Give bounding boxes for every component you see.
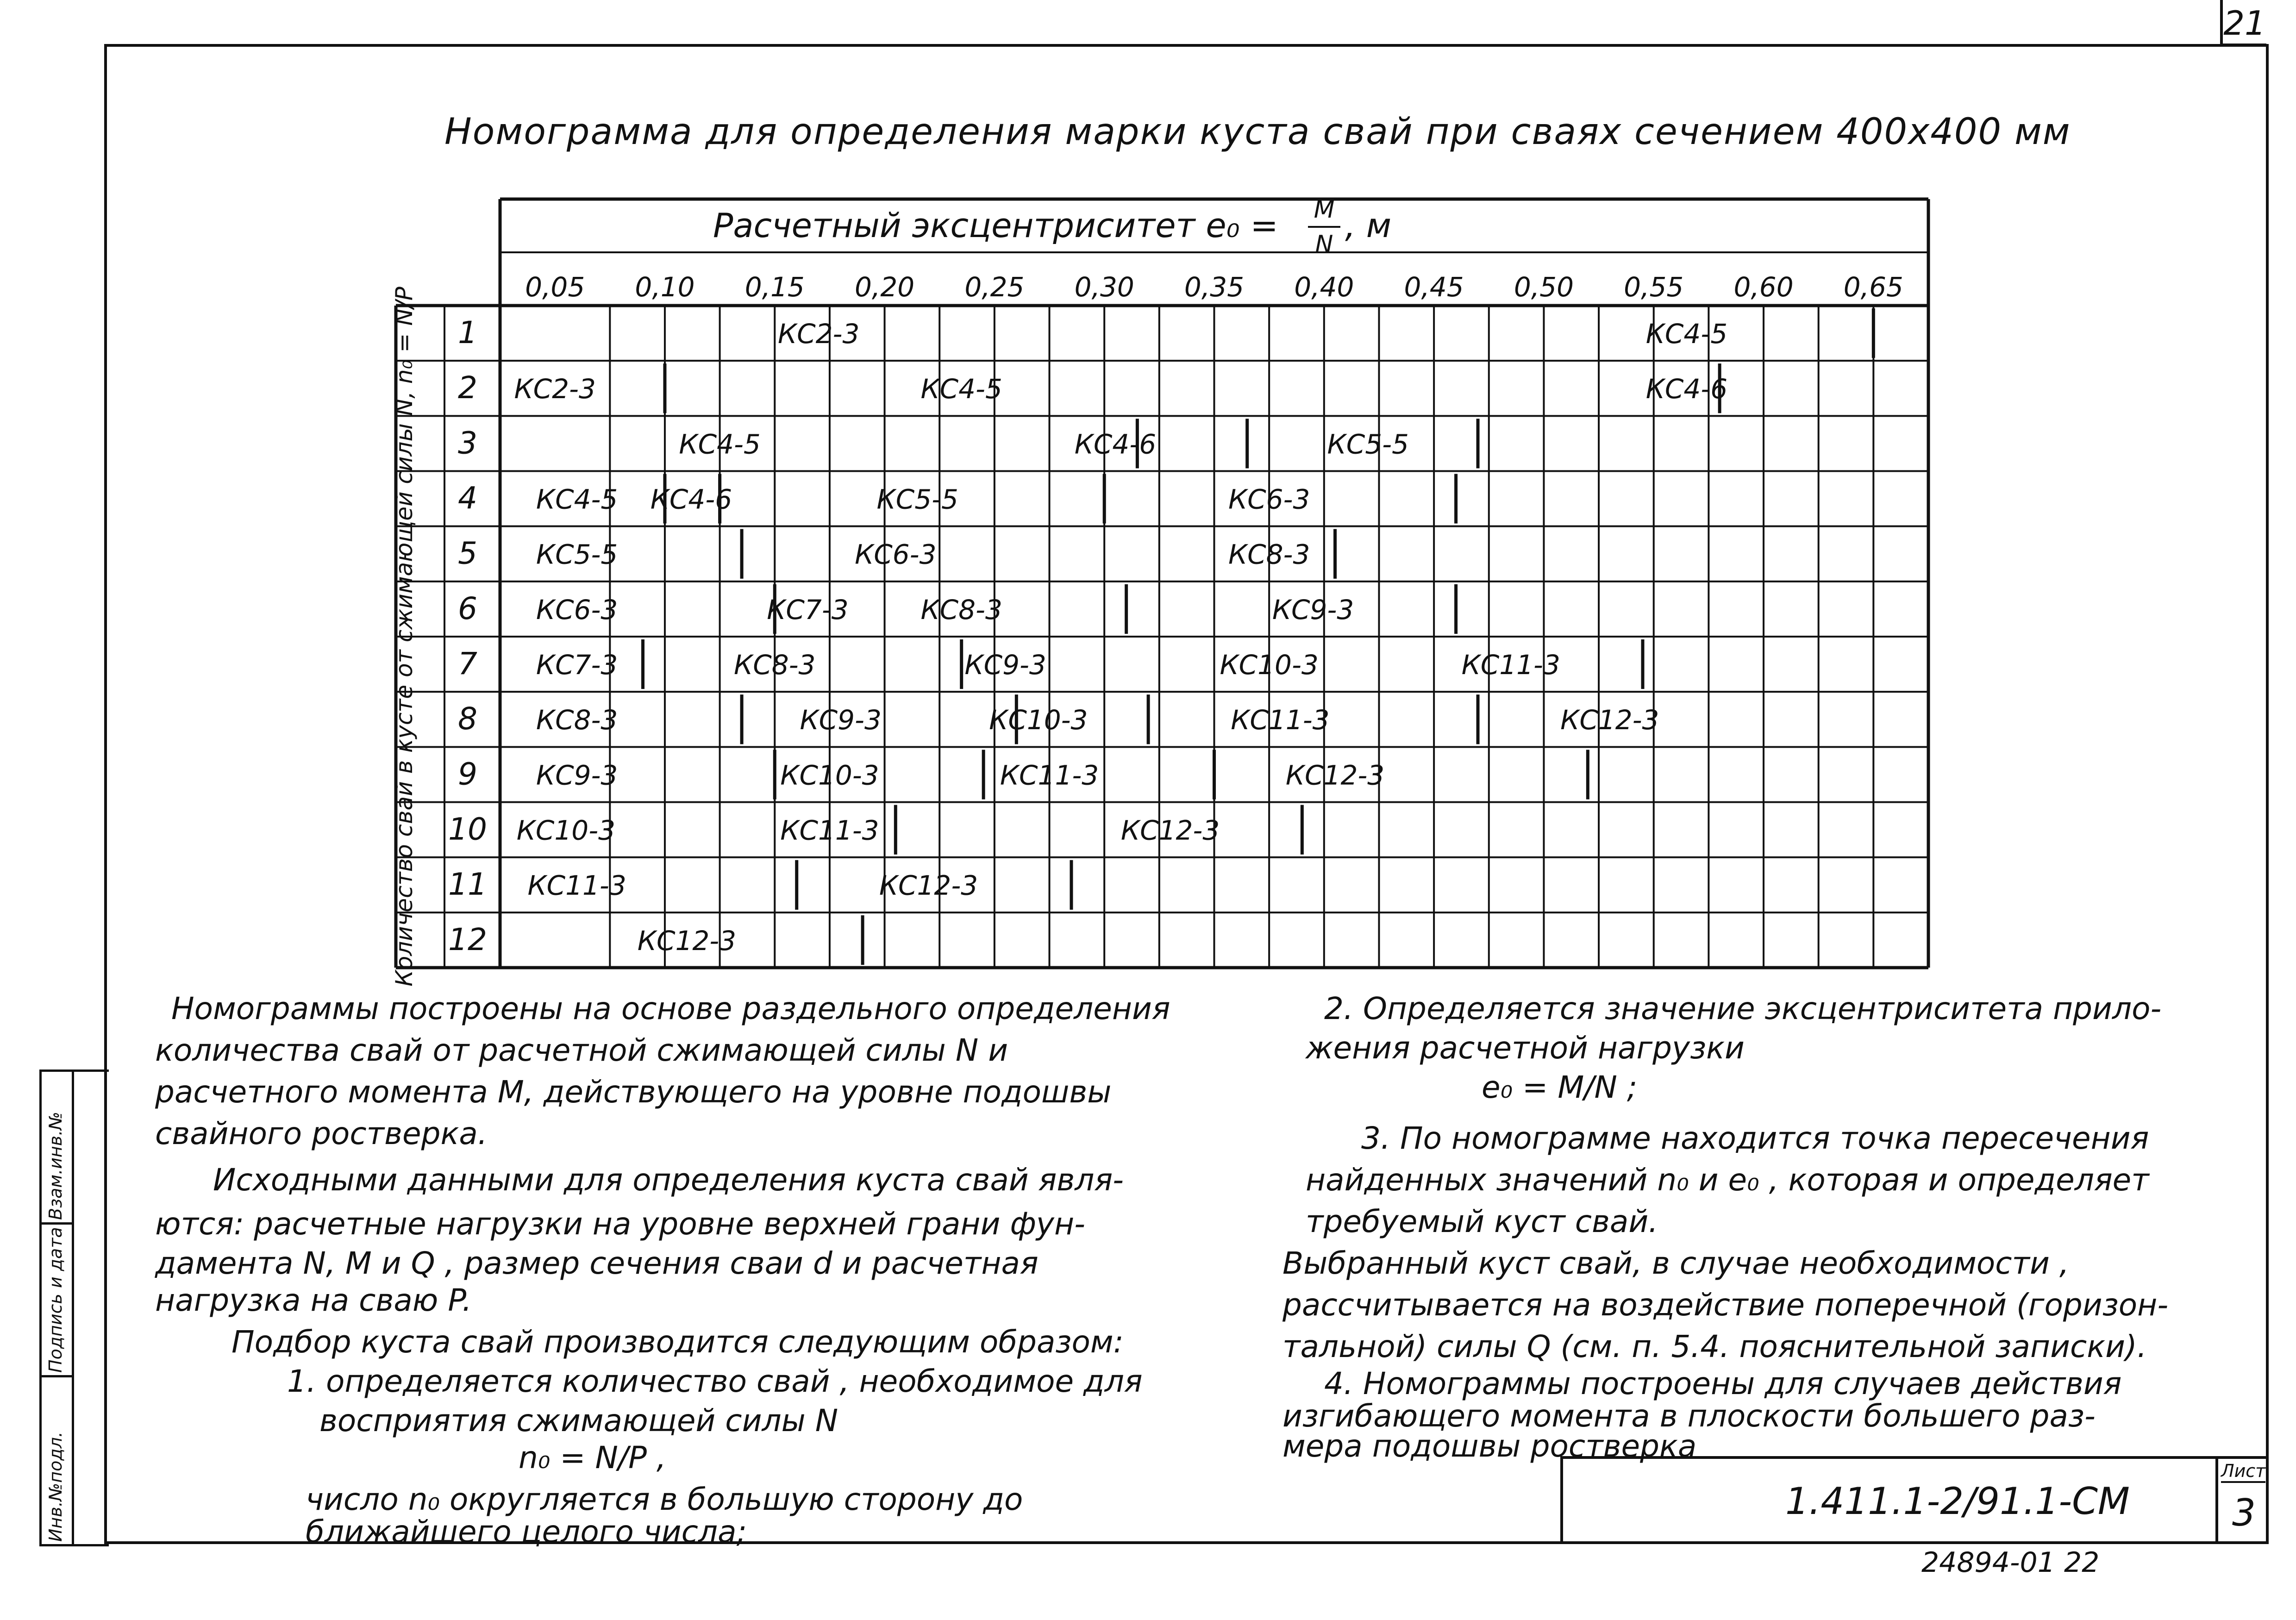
note-line: изгибающего момента в плоскости большего раз- <box>1283 1398 2096 1434</box>
x-tick-label: 0,60 <box>1733 271 1794 303</box>
page-title: Номограмма для определения марки куста свай при сваях сечением 400х400 мм <box>444 111 2071 153</box>
pile-cluster-mark: КС12-3 <box>1285 759 1385 791</box>
note-line: Исходными данными для определения куста свай явля- <box>213 1162 1124 1198</box>
pile-cluster-mark: КС7-3 <box>536 649 618 681</box>
strip-cell-original <box>42 1377 74 1546</box>
sheet-corner-number: 21 <box>2220 0 2266 46</box>
pile-cluster-mark: КС11-3 <box>1000 759 1099 791</box>
x-tick-label: 0,20 <box>855 271 915 303</box>
row-number: 11 <box>448 866 487 902</box>
pile-cluster-mark: КС12-3 <box>637 925 737 957</box>
note-line: ближайшего целого числа; <box>306 1514 747 1550</box>
row-number: 5 <box>458 535 477 571</box>
pile-cluster-mark: КС6-3 <box>1228 483 1310 515</box>
note-line: 2. Определяется значение эксцентриситета прило- <box>1324 991 2162 1026</box>
note-line: Номограммы построены на основе раздельного определения <box>171 991 1170 1026</box>
note-line: 3. По номограмме находится точка пересечения <box>1361 1120 2149 1156</box>
x-tick-label: 0,50 <box>1514 271 1574 303</box>
pile-cluster-mark: КС4-6 <box>1074 428 1157 460</box>
strip-cell-signature <box>42 1225 74 1377</box>
nomogram-labels <box>391 196 1903 987</box>
pile-cluster-mark: КС4-6 <box>650 483 732 515</box>
sheet-label: Лист <box>2221 1461 2265 1483</box>
document-code: 1.411.1-2/91.1-СМ <box>1785 1480 2130 1523</box>
archive-codes: 24894-01 22 <box>1921 1546 2100 1579</box>
x-tick-label: 0,55 <box>1624 271 1684 303</box>
pile-cluster-mark: КС7-3 <box>767 594 849 625</box>
pile-cluster-mark: КС8-3 <box>536 704 618 736</box>
row-number: 1 <box>458 315 477 351</box>
pile-cluster-mark: КС9-3 <box>536 759 618 791</box>
note-line: ются: расчетные нагрузки на уровне верхней грани фун- <box>155 1206 1085 1242</box>
title-block <box>1560 1456 2269 1544</box>
pile-cluster-mark: КС10-3 <box>780 759 879 791</box>
y-axis-label: Количество свай в кусте от сжимающей силы N, n₀ = N/P <box>391 287 418 987</box>
row-number: 3 <box>458 425 477 461</box>
header-fraction-numerator: M <box>1314 196 1335 224</box>
pile-cluster-mark: КС8-3 <box>734 649 816 681</box>
pile-cluster-mark: КС4-5 <box>1645 318 1728 350</box>
pile-cluster-mark: КС8-3 <box>920 594 1002 625</box>
note-line: мера подошвы ростверка <box>1283 1428 1697 1464</box>
pile-cluster-mark: КС12-3 <box>879 869 978 901</box>
sheet-number-box <box>2215 1459 2269 1544</box>
x-tick-label: 0,65 <box>1843 271 1903 303</box>
pile-cluster-mark: КС12-3 <box>1560 704 1659 736</box>
pile-cluster-mark: КС6-3 <box>536 594 618 625</box>
x-tick-label: 0,15 <box>744 271 805 303</box>
pile-cluster-mark: КС4-5 <box>679 428 761 460</box>
pile-cluster-mark: КС11-3 <box>527 869 626 901</box>
pile-cluster-mark: КС6-3 <box>855 538 937 570</box>
note-line: расчетного момента М, действующего на уровне подошвы <box>155 1074 1112 1110</box>
note-line: рассчитывается на воздействие поперечной (горизон- <box>1283 1287 2169 1323</box>
row-number: 8 <box>458 701 477 737</box>
note-line: количества свай от расчетной сжимающей силы N и <box>155 1032 1008 1068</box>
pile-cluster-mark: КС10-3 <box>516 814 616 846</box>
note-line: Подбор куста свай производится следующим образом: <box>231 1324 1124 1360</box>
pile-cluster-mark: КС4-5 <box>920 373 1002 405</box>
nomogram-grid <box>396 199 1928 968</box>
pile-cluster-mark: КС11-3 <box>780 814 879 846</box>
strip-label-replace: Взам.инв.№ <box>45 1112 66 1220</box>
note-line: жения расчетной нагрузки <box>1306 1030 1745 1066</box>
x-tick-label: 0,30 <box>1074 271 1134 303</box>
note-line: e₀ = M/N ; <box>1482 1070 1638 1105</box>
note-line: найденных значений n₀ и e₀ , которая и определяет <box>1306 1162 2149 1198</box>
x-tick-label: 0,45 <box>1404 271 1464 303</box>
x-tick-label: 0,05 <box>525 271 585 303</box>
pile-cluster-mark: КС5-5 <box>1327 428 1409 460</box>
approval-strip <box>39 1070 109 1546</box>
note-line: Выбранный куст свай, в случае необходимости , <box>1283 1245 2069 1281</box>
pile-cluster-mark: КС9-3 <box>964 649 1046 681</box>
pile-cluster-mark: КС9-3 <box>1272 594 1354 625</box>
note-line: тальной) силы Q (см. п. 5.4. пояснительной записки). <box>1283 1329 2147 1364</box>
row-number: 7 <box>458 646 477 682</box>
row-number: 12 <box>448 921 487 957</box>
note-line: дамента N, M и Q , размер сечения сваи d и расчетная <box>155 1245 1039 1281</box>
x-tick-label: 0,35 <box>1184 271 1245 303</box>
pile-cluster-mark: КС9-3 <box>800 704 882 736</box>
note-line: 4. Номограммы построены для случаев действия <box>1324 1366 2122 1401</box>
x-tick-label: 0,40 <box>1294 271 1354 303</box>
header-fraction-denominator: N <box>1315 231 1333 258</box>
pile-cluster-mark: КС11-3 <box>1461 649 1560 681</box>
note-line: 1. определяется количество свай , необходимое для <box>287 1364 1143 1399</box>
pile-cluster-mark: КС10-3 <box>989 704 1088 736</box>
row-number: 10 <box>448 811 487 847</box>
note-line: требуемый куст свай. <box>1306 1204 1658 1239</box>
pile-cluster-mark: КС2-3 <box>514 373 596 405</box>
pile-cluster-mark: КС8-3 <box>1228 538 1310 570</box>
x-tick-label: 0,10 <box>635 271 695 303</box>
sheet-number: 3 <box>2232 1491 2256 1534</box>
x-tick-label: 0,25 <box>964 271 1025 303</box>
pile-cluster-mark: КС4-5 <box>536 483 618 515</box>
row-number: 2 <box>458 370 477 406</box>
strip-cell-replace <box>42 1072 74 1225</box>
pile-cluster-mark: КС4-6 <box>1645 373 1728 405</box>
eccentricity-header-unit: , м <box>1345 206 1392 245</box>
pile-cluster-mark: КС2-3 <box>777 318 860 350</box>
pile-cluster-mark: КС12-3 <box>1120 814 1220 846</box>
row-number: 9 <box>458 756 477 792</box>
pile-cluster-mark: КС5-5 <box>536 538 618 570</box>
eccentricity-header: Расчетный эксцентриситет e₀ = <box>713 206 1278 245</box>
note-line: n₀ = N/P , <box>519 1440 666 1476</box>
strip-label-original: Инв.№подл. <box>45 1431 66 1542</box>
strip-label-signature: Подпись и дата <box>45 1227 66 1373</box>
note-line: нагрузка на сваю P. <box>155 1282 472 1318</box>
pile-cluster-mark: КС10-3 <box>1220 649 1319 681</box>
pile-cluster-mark: КС5-5 <box>876 483 958 515</box>
row-number: 4 <box>458 480 477 516</box>
row-number: 6 <box>458 590 477 626</box>
note-line: число n₀ округляется в большую сторону до <box>306 1482 1023 1517</box>
note-line: восприятия сжимающей силы N <box>319 1403 838 1439</box>
note-line: свайного ростверка. <box>155 1116 488 1151</box>
pile-cluster-mark: КС11-3 <box>1231 704 1330 736</box>
